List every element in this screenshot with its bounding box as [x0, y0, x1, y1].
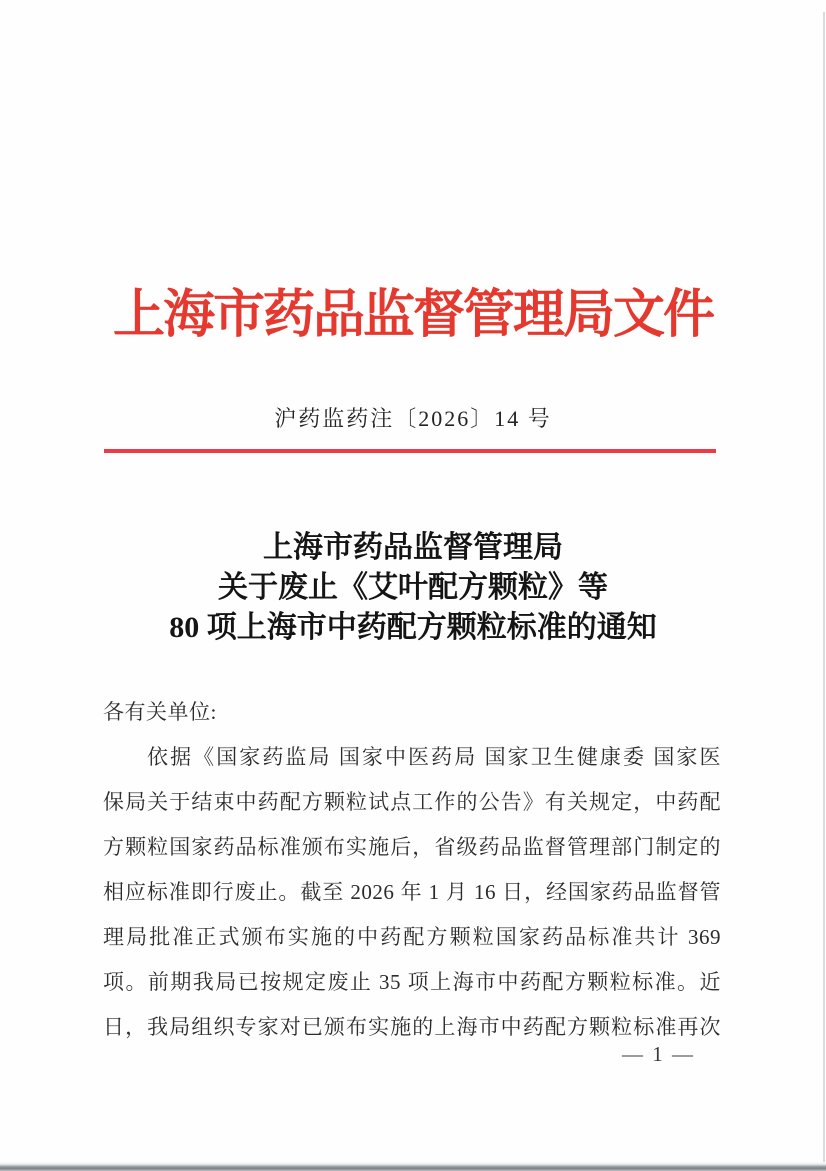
- document-body: [103, 690, 721, 1050]
- scan-edge-bottom: [0, 1162, 826, 1171]
- body-line: 依据《国家药监局 国家中医药局 国家卫生健康委 国家医: [147, 745, 721, 769]
- document-title-line-2: 关于废止《艾叶配方颗粒》等: [218, 571, 608, 604]
- body-line: 相应标准即行废止。截至 2026 年 1 月 16 日，经国家药品监督管: [103, 880, 721, 904]
- body-line: 保局关于结束中药配方颗粒试点工作的公告》有关规定，中药配: [103, 790, 721, 814]
- document-reference-number: 沪药监药注〔2026〕14 号: [274, 406, 552, 431]
- page-number: — 1 —: [622, 1042, 695, 1066]
- scan-edge-right: [823, 12, 825, 1164]
- document-title-line-3: 80 项上海市中药配方颗粒标准的通知: [169, 611, 657, 644]
- document-title: [0, 528, 826, 648]
- body-line: 项。前期我局已按规定废止 35 项上海市中药配方颗粒标准。近: [103, 970, 721, 994]
- document-title-line-1: 上海市药品监督管理局: [263, 531, 563, 564]
- body-line: 日，我局组织专家对已颁布实施的上海市中药配方颗粒标准再次: [103, 1015, 721, 1039]
- red-divider-rule: [104, 449, 716, 453]
- body-line: 理局批准正式颁布实施的中药配方颗粒国家药品标准共计 369: [103, 925, 721, 949]
- body-line: 方颗粒国家药品标准颁布实施后，省级药品监督管理部门制定的: [103, 835, 721, 859]
- salutation: 各有关单位:: [103, 700, 217, 724]
- letterhead-title: 上海市药品监督管理局文件: [112, 287, 713, 344]
